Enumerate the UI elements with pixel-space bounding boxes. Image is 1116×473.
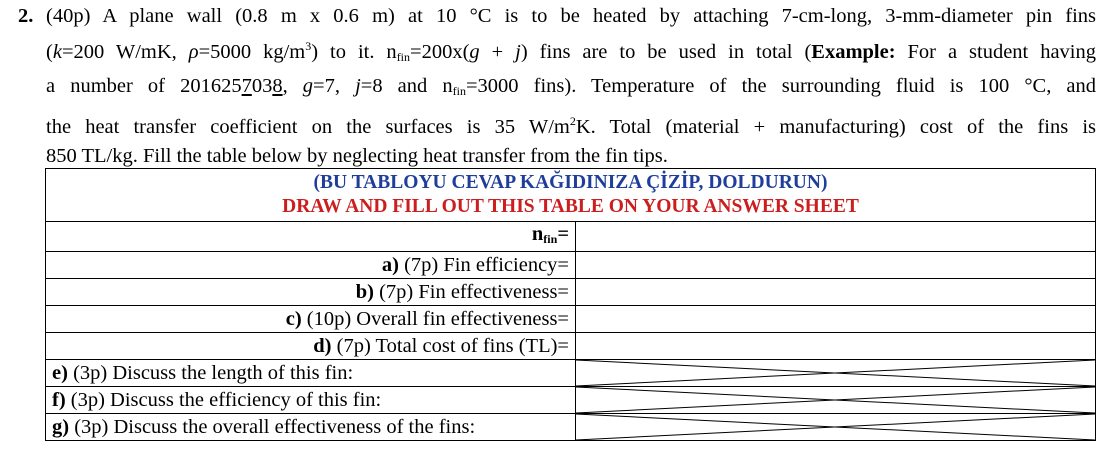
table-header-row <box>46 169 1096 222</box>
problem-line-4: the heat transfer coefficient on the surfaces is 35 $W/m^2K$. Total (material + manufacturing) cost of the fins is <box>46 113 1096 138</box>
table-row-nfin <box>46 222 1096 252</box>
total-cost-cell <box>576 333 1096 360</box>
fin-effectiveness-label: b) (7p) Fin effectiveness= <box>46 279 576 306</box>
table-row-b <box>46 279 1096 306</box>
table-row-c <box>46 306 1096 333</box>
table-row-d <box>46 333 1096 360</box>
crossed-cell-e <box>576 360 1096 387</box>
problem-number: 2. <box>18 5 34 27</box>
table-header <box>46 169 1096 222</box>
problem-line-1: 2. (40p) A plane wall (0.8 m x 0.6 m) at 10 °C is to be heated by attaching 7-cm-long, 3-mm-diameter pin fins <box>18 2 1096 32</box>
problem-line-5: 850 TL/kg. Fill the table below by neglecting heat transfer from the fin tips. <box>46 145 668 167</box>
discuss-efficiency-label: f) (3p) Discuss the efficiency of this fin: <box>46 387 576 414</box>
header-english: DRAW AND FILL OUT THIS TABLE ON YOUR ANSWER SHEET <box>282 196 859 217</box>
header-turkish: (BU TABLOYU CEVAP KAĞIDINIZA ÇİZİP, DOLDURUN) <box>313 172 828 193</box>
problem-line-2: (k=200 W/mK, ρ=5000 $kg/m^3$) to it. $n_{fin}=200x(g + j)$ fins are to be used in total (Example: For a student having <box>46 38 1097 64</box>
table-row-a <box>46 252 1096 279</box>
problem-line-3: a number of 2016257038, g=7, j=8 and $n_{fin}=3000$ fins). Temperature of the surrounding fluid is 100 °C, and <box>46 75 1097 98</box>
example-label: Example: <box>811 40 896 63</box>
fin-efficiency-cell <box>576 252 1096 279</box>
crossed-cell-f <box>576 387 1096 414</box>
problem-statement <box>18 2 1096 172</box>
overall-effectiveness-label: c) (10p) Overall fin effectiveness= <box>46 306 576 333</box>
crossed-cell-g <box>576 414 1096 441</box>
answer-table <box>45 168 1096 441</box>
total-cost-label: d) (7p) Total cost of fins (TL)= <box>46 333 576 360</box>
table-row-g <box>46 414 1096 441</box>
fin-effectiveness-cell <box>576 279 1096 306</box>
fin-efficiency-label: a) (7p) Fin efficiency= <box>46 252 576 279</box>
nfin-label: $n_{fin}=$ <box>46 222 576 252</box>
table-row-e <box>46 360 1096 387</box>
overall-effectiveness-cell <box>576 306 1096 333</box>
discuss-overall-label: g) (3p) Discuss the overall effectiveness of the fins: <box>46 414 576 441</box>
discuss-length-label: e) (3p) Discuss the length of this fin: <box>46 360 576 387</box>
nfin-value-cell <box>576 222 1096 252</box>
table-row-f <box>46 387 1096 414</box>
